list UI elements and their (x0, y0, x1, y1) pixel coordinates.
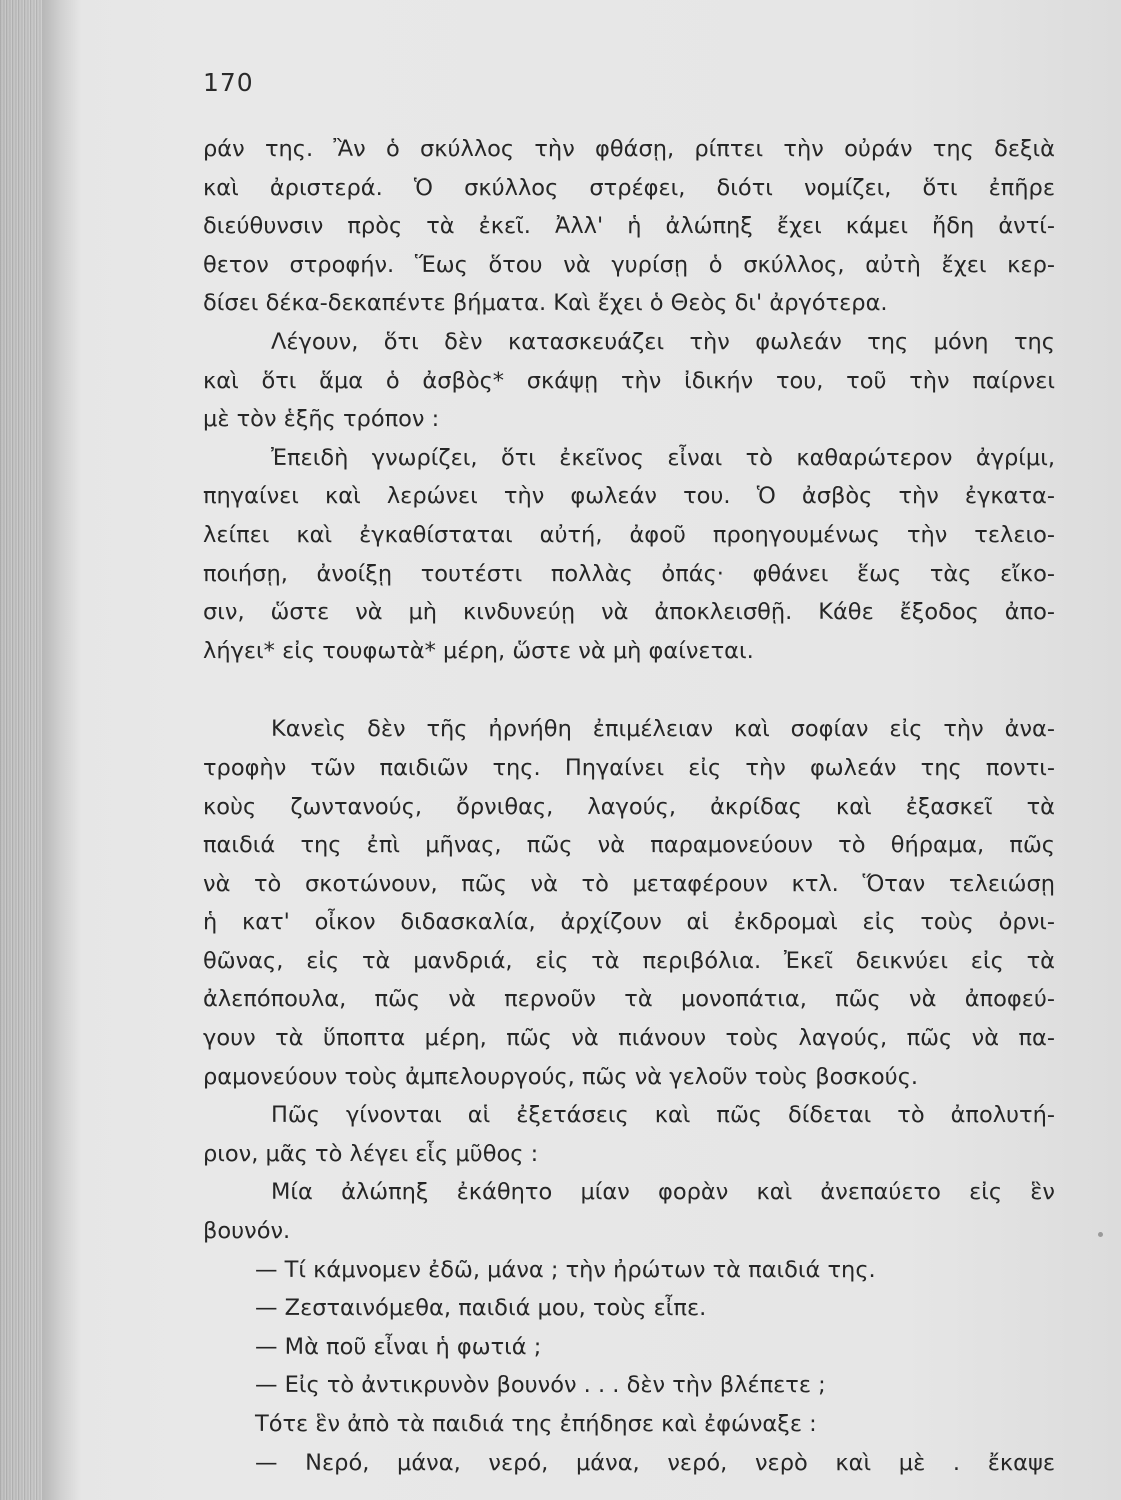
text-line: Μία ἀλώπηξ ἐκάθητο μίαν φορὰν καὶ ἀνεπαύετο εἰς ἓν (271, 1179, 1055, 1206)
page-edge-stack (0, 0, 42, 1500)
text-line: διεύθυνσιν πρὸς τὰ ἐκεῖ. Ἀλλ' ἡ ἀλώπηξ ἔχει κάμει ἤδη ἀντί- (203, 213, 1055, 240)
text-line: νὰ τὸ σκοτώνουν, πῶς νὰ τὸ μεταφέρουν κτλ. Ὅταν τελειώσῃ (203, 870, 1055, 897)
gutter-shadow (42, 0, 82, 1500)
text-line: λείπει καὶ ἐγκαθίσταται αὐτή, ἀφοῦ προηγουμένως τὴν τελειο- (203, 521, 1055, 548)
dialogue-line: — Νερό, μάνα, νερό, μάνα, νερό, νερὸ καὶ μὲ . ἔκαψε (255, 1449, 1055, 1476)
page-number: 170 (203, 68, 254, 97)
text-line: Τότε ἓν ἀπὸ τὰ παιδιά της ἐπήδησε καὶ ἐφώναξε : (255, 1411, 817, 1437)
text-line: σιν, ὥστε νὰ μὴ κινδυνεύῃ νὰ ἀποκλεισθῇ. Κάθε ἔξοδος ἀπο- (203, 599, 1055, 626)
text-line: βουνόν. (203, 1218, 291, 1245)
text-line: θῶνας, εἰς τὰ μανδριά, εἰς τὰ περιβόλια. Ἐκεῖ δεικνύει εἰς τὰ (203, 947, 1055, 974)
print-speck (1098, 1232, 1103, 1237)
text-line: μὲ τὸν ἑξῆς τρόπον : (203, 406, 440, 433)
text-line: ράν της. Ἂν ὁ σκύλλος τὴν φθάσῃ, ρίπτει τὴν οὐράν της δεξιὰ (203, 136, 1055, 162)
dialogue-line: — Τί κάμνομεν ἐδῶ, μάνα ; τὴν ἠρώτων τὰ παιδιά της. (255, 1256, 876, 1283)
text-line: λήγει* εἰς τουφωτὰ* μέρη, ὥστε νὰ μὴ φαίνεται. (203, 637, 754, 664)
text-line: Λέγουν, ὅτι δὲν κατασκευάζει τὴν φωλεάν της μόνη της (271, 328, 1055, 355)
text-line: ποιήσῃ, ἀνοίξῃ τουτέστι πολλὰς ὀπάς· φθάνει ἕως τὰς εἴκο- (203, 560, 1055, 587)
text-line: γουν τὰ ὕποπτα μέρη, πῶς νὰ πιάνουν τοὺς λαγούς, πῶς νὰ πα- (203, 1025, 1055, 1052)
text-line: ἀλεπόπουλα, πῶς νὰ περνοῦν τὰ μονοπάτια, πῶς νὰ ἀποφεύ- (203, 986, 1055, 1013)
text-line: Πῶς γίνονται αἱ ἐξετάσεις καὶ πῶς δίδεται τὸ ἀπολυτή- (271, 1102, 1055, 1129)
text-line: καὶ ὅτι ἅμα ὁ ἀσβὸς* σκάψῃ τὴν ἰδικήν του, τοῦ τὴν παίρνει (203, 367, 1055, 394)
text-line: ἡ κατ' οἶκον διδασκαλία, ἀρχίζουν αἱ ἐκδρομαὶ εἰς τοὺς ὀρνι- (203, 909, 1055, 936)
text-line: δίσει δέκα-δεκαπέντε βήματα. Καὶ ἔχει ὁ Θεὸς δι' ἀργότερα. (203, 290, 888, 317)
dialogue-line: — Ζεσταινόμεθα, παιδιά μου, τοὺς εἶπε. (255, 1295, 707, 1322)
text-line: Ἐπειδὴ γνωρίζει, ὅτι ἐκεῖνος εἶναι τὸ καθαρώτερον ἀγρίμι, (271, 444, 1055, 471)
section-gap (203, 670, 1055, 710)
body-text (203, 130, 1055, 1482)
text-line: ριον, μᾶς τὸ λέγει εἷς μῦθος : (203, 1140, 539, 1167)
dialogue-line: — Εἰς τὸ ἀντικρυνὸν βουνόν . . . δὲν τὴν βλέπετε ; (255, 1372, 826, 1399)
text-line: κοὺς ζωντανούς, ὄρνιθας, λαγούς, ἀκρίδας καὶ ἐξασκεῖ τὰ (203, 793, 1055, 820)
text-line: τροφὴν τῶν παιδιῶν της. Πηγαίνει εἰς τὴν φωλεάν της ποντι- (203, 754, 1055, 781)
dialogue-line: — Μὰ ποῦ εἶναι ἡ φωτιά ; (255, 1333, 542, 1360)
text-line: καὶ ἀριστερά. Ὁ σκύλλος στρέφει, διότι νομίζει, ὅτι ἐπῆρε (203, 174, 1055, 201)
text-line: παιδιά της ἐπὶ μῆνας, πῶς νὰ παραμονεύουν τὸ θήραμα, πῶς (203, 832, 1055, 859)
text-line: Κανεὶς δὲν τῆς ἠρνήθη ἐπιμέλειαν καὶ σοφίαν εἰς τὴν ἀνα- (271, 716, 1055, 743)
text-line: ραμονεύουν τοὺς ἀμπελουργούς, πῶς νὰ γελοῦν τοὺς βοσκούς. (203, 1063, 919, 1090)
text-line: θετον στροφήν. Ἕως ὅτου νὰ γυρίσῃ ὁ σκύλλος, αὐτὴ ἔχει κερ- (203, 251, 1055, 278)
text-line: πηγαίνει καὶ λερώνει τὴν φωλεάν του. Ὁ ἀσβὸς τὴν ἐγκατα- (203, 483, 1055, 510)
